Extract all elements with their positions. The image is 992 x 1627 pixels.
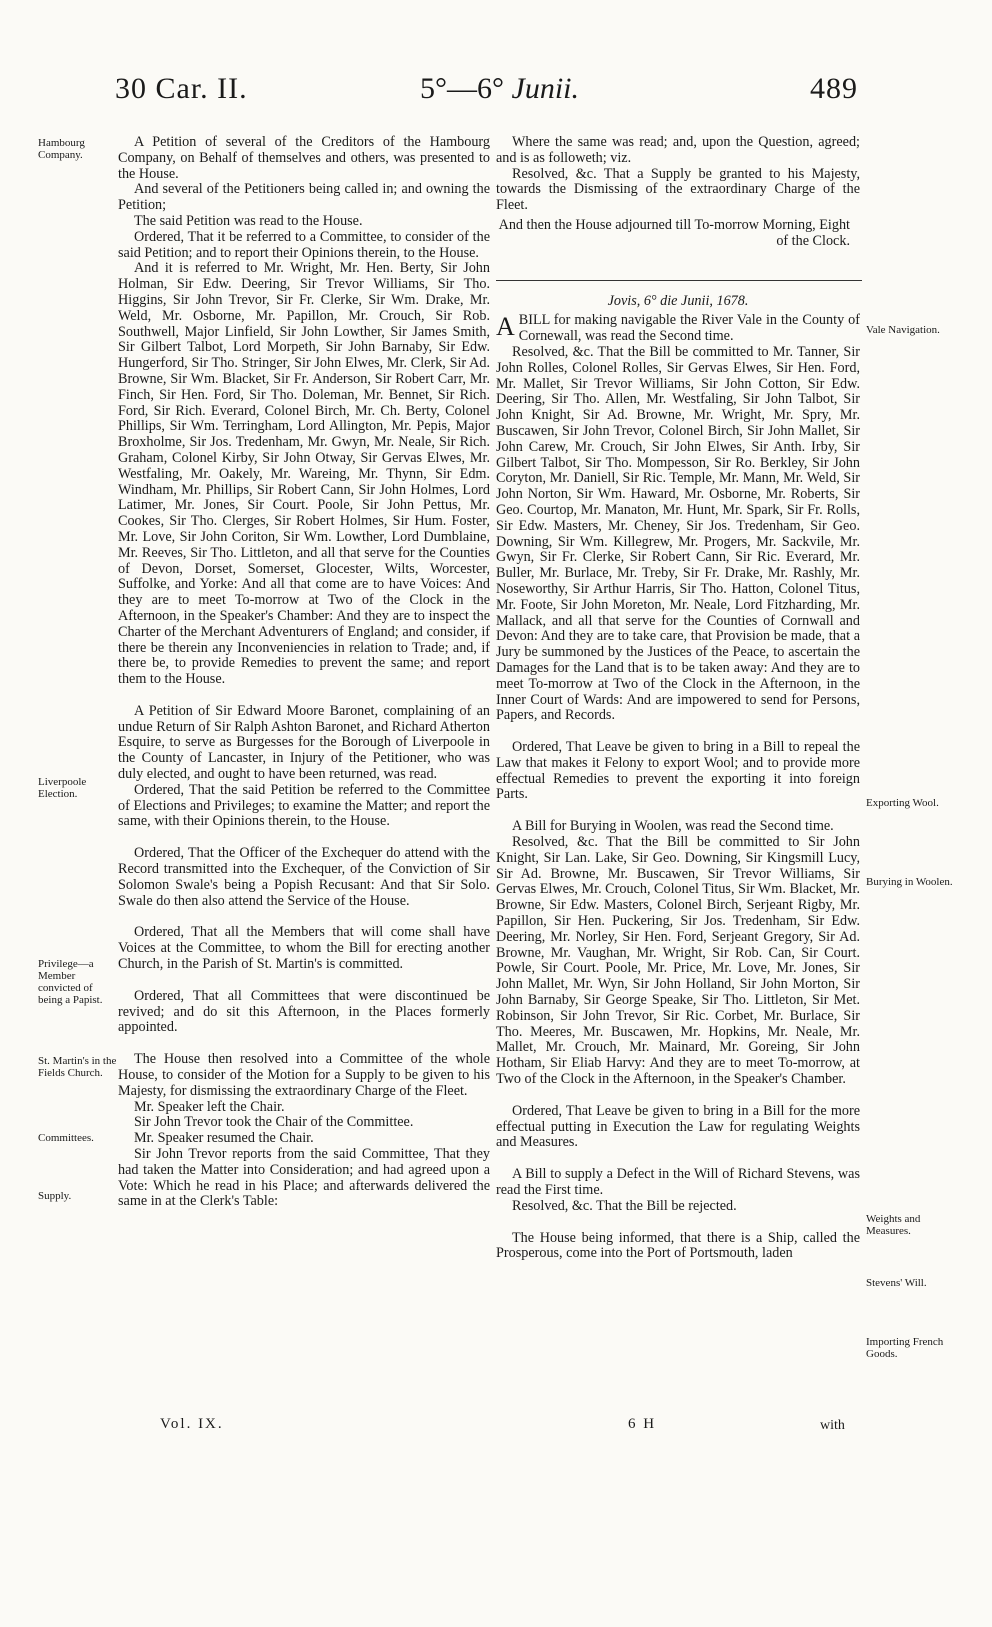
paragraph: The House then resolved into a Committee of the whole House, to consider of the Motion for a Supply to be given to his Majesty, for dismissing the extraordinary Charge of the Fleet. (118, 1051, 490, 1099)
paragraph: Sir John Trevor reports from the said Committee, That they had taken the Matter into Consideration; and had agreed upon a Vote: Which he read in his Place; and afterwards delivered the same in at the Clerk's Table: (118, 1146, 490, 1210)
left-column (118, 135, 490, 1210)
margin-note-committees: Committees. (38, 1132, 94, 1144)
paragraph: A Bill for Burying in Woolen, was read the Second time. (512, 818, 834, 835)
paragraph: Mr. Speaker resumed the Chair. (134, 1130, 314, 1147)
signature-mark: 6 H (628, 1416, 657, 1432)
margin-note-stevens: Stevens' Will. (866, 1277, 927, 1289)
paragraph: And it is referred to Mr. Wright, Mr. Hen. Berty, Sir John Holman, Sir Edw. Deering, Sir Trevor Williams, Sir Tho. Higgins, Sir John Trevor, Sir Fr. Clerke, Sir Wm. Drake, Mr. Weld, Mr. Osborne, Mr. Papillon, Mr. Crouch, Sir Rob. Southwell, Major Linfield, Sir John Lowther, Sir James Smith, Sir Gilbert Talbot, Lord Morpeth, Sir John Barnaby, Sir Edw. Hungerford, Sir Tho. Stringer, Sir John Elwes, Mr. Clerk, Sir Ad. Browne, Sir Wm. Blacket, Sir Fr. Anderson, Sir Robert Carr, Mr. Finch, Sir Hen. Ford, Sir Tho. Doleman, Mr. Bennet, Sir Rich. Ford, Sir Rich. Everard, Colonel Birch, Mr. Ch. Berty, Colonel Phillips, Sir Wm. Terringham, Lord Allington, Mr. Pepis, Major Broxholme, Sir Jos. Tredenham, Mr. Gwyn, Mr. Neale, Sir Rich. Graham, Colonel Kirby, Sir John Otway, Sir Gervas Elwes, Mr. Westfaling, Mr. Oakely, Mr. Wareing, Mr. Thynn, Sir Edm. Windham, Mr. Phillips, Sir Robert Cann, Sir John Holmes, Lord Latimer, Mr. Jones, Sir Court. Poole, Sir John Pettus, Mr. Cookes, Sir Tho. Clerges, Sir Robert Holmes, Sir Hum. Foster, Mr. Love, Sir John Coriton, Sir Wm. Lowther, Lord Dumblaine, Mr. Reeves, Sir Tho. Littleton, and all that serve for the Counties of Devon, Dorset, Somerset, Glocester, Wilts, Worcester, Suffolke, and Yorke: And all that come are to have Voices: And they are to meet To-morrow at Two of the Clock in the Afternoon, in the Speaker's Chamber: And they are to inspect the Charter of the Merchant Adventurers of England; and consider, if there be therein any Inconveniencies in relation to Trade; and, if there be, to provide Remedies to prevent the same; and report them to the House. (118, 260, 490, 688)
paragraph: Resolved, &c. That a Supply be granted to his Majesty, towards the Dismissing of the extraordinary Charge of the Fleet. (496, 165, 860, 214)
paragraph (496, 313, 860, 345)
page-number: 489 (810, 72, 858, 105)
margin-note-st-martins: St. Martin's in the Fields Church. (38, 1055, 117, 1079)
paragraph: A Petition of several of the Creditors of the Hambourg Company, on Behalf of themselves and others, was presented to the House. (118, 134, 490, 182)
paragraph: And several of the Petitioners being called in; and owning the Petition; (118, 181, 490, 214)
paragraph: Resolved, &c. That the Bill be rejected. (512, 1197, 737, 1214)
margin-note-wool: Exporting Wool. (866, 797, 939, 809)
volume-number: Vol. IX. (160, 1416, 224, 1432)
paragraph: Sir John Trevor took the Chair of the Committee. (134, 1114, 414, 1131)
page-header (0, 72, 992, 132)
paragraph: Ordered, That all the Members that will come shall have Voices at the Committee, to whom the Bill for erecting another Church, in the Parish of St. Martin's is committed. (118, 924, 490, 973)
paragraph: Mr. Speaker left the Chair. (134, 1098, 285, 1115)
catchword: with (820, 1418, 845, 1433)
margin-note-privilege: Privilege—a Member convicted of being a Papist. (38, 958, 103, 1006)
margin-note-importing: Importing French Goods. (866, 1336, 944, 1360)
margin-note-supply: Supply. (38, 1190, 72, 1202)
drop-capital: A (496, 312, 515, 342)
paragraph: A Petition of Sir Edward Moore Baronet, complaining of an undue Return of Sir Ralph Ashton Baronet, and Richard Atherton Esquire, to serve as Burgesses for the Borough of Liverpoole in the County of Lancaster, in Injury of the Petitioner, who was duly elected, and ought to have been returned, was read. (118, 702, 490, 783)
paragraph: Ordered, That the Officer of the Exchequer do attend with the Record transmitted into the Exchequer, of the Conviction of Sir Solomon Swale's being a Popish Recusant: And that Sir Solo. Swale do then also attend the Service of the House. (118, 845, 490, 909)
header-regnal-year: 30 Car. II. (115, 72, 248, 105)
paragraph: A Bill to supply a Defect in the Will of Richard Stevens, was read the First time. (496, 1166, 860, 1199)
margin-note-liverpoole: Liverpoole Election. (38, 776, 87, 800)
right-column (496, 135, 860, 1262)
paragraph: Where the same was read; and, upon the Question, agreed; and is as followeth; viz. (496, 134, 860, 166)
paragraph: Ordered, That Leave be given to bring in a Bill for the more effectual putting in Execution the Law for regulating Weights and Measures. (496, 1102, 860, 1151)
margin-note-woolen: Burying in Woolen. (866, 876, 953, 888)
paragraph: Ordered, That Leave be given to bring in a Bill to repeal the Law that makes it Felony to export Wool; and to provide more effectual Remedies to prevent the exporting it into foreign Parts. (496, 739, 860, 803)
header-date-range: 5°—6° (420, 72, 504, 105)
section-divider (496, 280, 862, 281)
paragraph: Ordered, That it be referred to a Committee, to consider of the said Petition; and to report their Opinions therein, to the House. (118, 228, 490, 261)
paragraph: The said Petition was read to the House. (134, 212, 363, 229)
paragraph: The House being informed, that there is a Ship, called the Prosperous, come into the Port of Portsmouth, laden (496, 1229, 860, 1262)
margin-note-weights: Weights and Measures. (866, 1213, 921, 1237)
header-month: Junii. (511, 72, 579, 105)
paragraph-text: BILL for making navigable the River Vale in the County of Cornewall, was read the Second time. (518, 312, 860, 345)
paragraph: Resolved, &c. That the Bill be committed to Mr. Tanner, Sir John Rolles, Colonel Rolles, Sir Gervas Elwes, Sir Hen. Ford, Mr. Mallet, Sir Trevor Williams, Sir John Cotton, Sir Edw. Deering, Sir Tho. Allen, Mr. Westfaling, Sir John Talbot, Sir John Knight, Sir Ad. Browne, Mr. Wright, Mr. Spry, Mr. Buscawen, Sir John Trevor, Colonel Birch, Sir John Mallet, Sir John Carew, Mr. Crouch, Sir John Elwes, Sir Anth. Irby, Sir Gilbert Talbot, Sir Tho. Mompesson, Sir Ro. Berkley, Sir John Coryton, Mr. Daniell, Sir Ric. Temple, Mr. Mann, Mr. Weld, Sir John Norton, Sir Wm. Haward, Mr. Osborne, Mr. Roberts, Sir Geo. Courtop, Mr. Manaton, Mr. Hunt, Mr. Spark, Sir Fr. Rolls, Sir Edw. Masters, Mr. Cheney, Sir Jos. Tredenham, Sir Geo. Downing, Sir Wm. Killegrew, Mr. Progers, Mr. Sackvile, Mr. Gwyn, Sir Fr. Clerke, Sir Robert Cann, Sir Ric. Everard, Mr. Buller, Mr. Burlace, Mr. Treby, Sir Fr. Drake, Mr. Rashly, Mr. Noseworthy, Sir Arthur Harris, Sir Tho. Hatton, Colonel Titus, Mr. Foote, Sir John Moreton, Mr. Neale, Lord Fitzharding, Mr. Mallack, and all that serve for the Counties of Cornwall and Devon: And they are to take care, that Provision be made, that a Jury be summoned by the Justices of the Peace, to ascertain the Damages for the Land that is to be taken away: And they are to meet To-morrow at Two of the Clock in the Afternoon, in the Inner Court of Wards: And are impowered to send for Persons, Papers, and Records. (496, 343, 860, 724)
paragraph: Resolved, &c. That the Bill be committed to Sir John Knight, Sir Lan. Lake, Sir Geo. Downing, Sir Kingsmill Lucy, Sir Ad. Browne, Mr. Buscawen, Sir Trevor Williams, Sir Gervas Elwes, Mr. Crouch, Colonel Titus, Sir Wm. Blacket, Mr. Browne, Sir Edw. Masters, Colonel Birch, Serjeant Rigby, Mr. Papillon, Sir Hen. Puckering, Sir Jos. Tredenham, Sir Edw. Deering, Mr. Norley, Sir Hen. Ford, Serjeant Gregory, Sir Ad. Browne, Mr. Vaughan, Mr. Wright, Sir Rob. Can, Sir Court. Powle, Sir Court. Poole, Mr. Price, Mr. Love, Mr. Jones, Sir John Mallet, Mr. Wyn, Sir John Holland, Sir John Morton, Sir John Barnaby, Sir George Speake, Sir Tho. Littleton, Sir Met. Robinson, Sir John Trevor, Sir Ric. Corbet, Mr. Burlace, Sir Tho. Meeres, Mr. Buscawen, Mr. Hopkins, Mr. Neale, Mr. Mallet, Mr. Crouch, Mr. Mainard, Mr. Goreing, Sir John Hotham, Sir Eliab Harvy: And they are to meet To-morrow, at Two of the Clock in the Afternoon, in the Speaker's Chamber. (496, 834, 860, 1088)
paragraph: Ordered, That all Committees that were discontinued be revived; and do sit this Afternoon, in the Places formerly appointed. (118, 987, 490, 1036)
margin-note-hambourg: Hambourg Company. (38, 137, 85, 161)
adjournment: And then the House adjourned till To-morrow Morning, Eight of the Clock. (498, 216, 850, 249)
header-dates (420, 72, 579, 106)
margin-note-vale: Vale Navigation. (866, 324, 940, 336)
session-date: Jovis, 6° die Junii, 1678. (607, 292, 749, 309)
paragraph: Ordered, That the said Petition be referred to the Committee of Elections and Privileges; to examine the Matter; and report the same, with their Opinions therein, to the House. (118, 781, 490, 830)
